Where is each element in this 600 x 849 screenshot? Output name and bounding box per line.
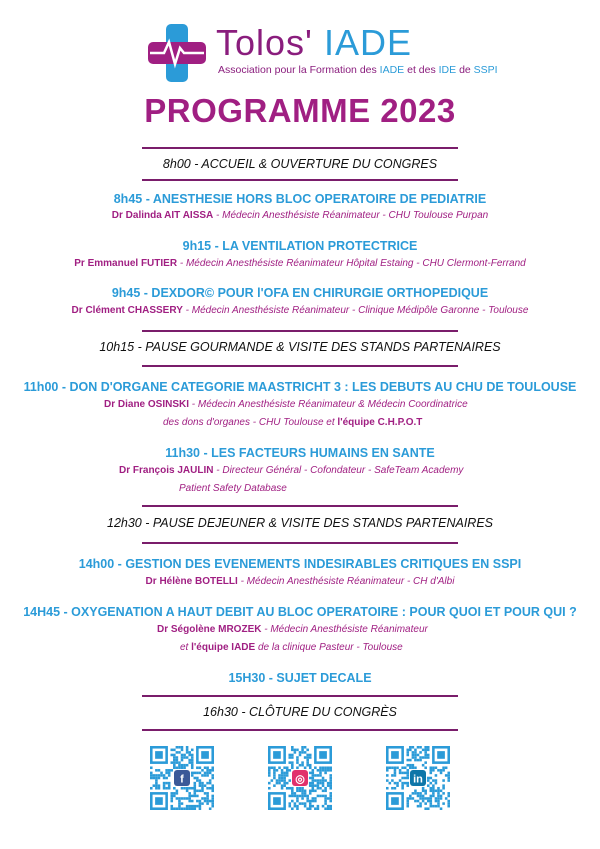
divider: [142, 147, 458, 149]
logo-subtitle: Association pour la Formation des IADE et des IDE de SSPI: [218, 64, 498, 76]
medical-cross-icon: [146, 22, 208, 84]
linkedin-qr-code[interactable]: [386, 746, 450, 810]
talk-speaker: Dr Hélène BOTELLI - Médecin Anesthésiste Réanimateur - CH d'Albi: [145, 576, 455, 587]
instagram-qr-code[interactable]: [268, 746, 332, 810]
break-morning: 10h15 - PAUSE GOURMANDE & VISITE DES STANDS PARTENAIRES: [99, 340, 501, 354]
talk-title: 14h00 - GESTION DES EVENEMENTS INDESIRABLES CRITIQUES EN SSPI: [78, 557, 522, 571]
talk-title: 9h45 - DEXDOR© POUR l'OFA EN CHIRURGIE ORTHOPEDIQUE: [111, 286, 489, 300]
break-closing: 16h30 - CLÔTURE DU CONGRÈS: [203, 705, 397, 719]
svg-text:f: f: [180, 773, 184, 786]
divider: [142, 505, 458, 507]
divider: [142, 729, 458, 731]
facebook-qr-code[interactable]: [150, 746, 214, 810]
talk-title: 15H30 - SUJET DECALE: [228, 671, 372, 685]
talk-speaker: Pr Emmanuel FUTIER - Médecin Anesthésiste Réanimateur Hôpital Estaing - CHU Clermont-Ferrand: [74, 258, 526, 269]
svg-text:in: in: [413, 773, 423, 786]
page-title: PROGRAMME 2023: [144, 92, 456, 129]
break-opening: 8h00 - ACCUEIL & OUVERTURE DU CONGRES: [162, 157, 438, 171]
instagram-icon: [292, 770, 308, 786]
talk-speaker: Dr Clément CHASSERY - Médecin Anesthésiste Réanimateur - Clinique Médipôle Garonne - Toulouse: [71, 305, 529, 316]
talk-title: 9h15 - LA VENTILATION PROTECTRICE: [182, 239, 418, 253]
divider: [142, 542, 458, 544]
talk-speaker: Dr Ségolène MROZEK - Médecin Anesthésiste Réanimateur: [157, 624, 428, 635]
break-lunch: 12h30 - PAUSE DEJEUNER & VISITE DES STANDS PARTENAIRES: [107, 516, 493, 530]
talk-title: 8h45 - ANESTHESIE HORS BLOC OPERATOIRE DE PEDIATRIE: [113, 192, 487, 206]
logo-title: Tolos' IADE: [216, 22, 412, 63]
logo: [146, 18, 498, 88]
talk-speaker: Dr Dalinda AIT AISSA - Médecin Anesthésiste Réanimateur - CHU Toulouse Purpan: [111, 210, 489, 221]
talk-title: 11h00 - DON D'ORGANE CATEGORIE MAASTRICHT 3 : LES DEBUTS AU CHU DE TOULOUSE: [23, 380, 577, 394]
facebook-icon: [174, 770, 190, 786]
talk-title: 11h30 - LES FACTEURS HUMAINS EN SANTE: [165, 446, 435, 460]
talk-speaker-line2: et l'équipe IADE de la clinique Pasteur - Toulouse: [180, 642, 403, 653]
talk-speaker: Dr Diane OSINSKI - Médecin Anesthésiste Réanimateur & Médecin Coordinatrice: [104, 399, 468, 410]
talk-speaker: Dr François JAULIN - Directeur Général - Cofondateur - SafeTeam Academy: [119, 465, 464, 476]
svg-text:◎: ◎: [295, 773, 305, 786]
talk-title: 14H45 - OXYGENATION A HAUT DEBIT AU BLOC OPERATOIRE : POUR QUOI ET POUR QUI ?: [23, 605, 577, 619]
divider: [142, 365, 458, 367]
divider: [142, 179, 458, 181]
divider: [142, 695, 458, 697]
talk-speaker-line2: Patient Safety Database: [179, 483, 287, 494]
talk-speaker-line2: des dons d'organes - CHU Toulouse et l'équipe C.H.P.O.T: [163, 417, 423, 428]
divider: [142, 330, 458, 332]
linkedin-icon: [410, 770, 426, 786]
